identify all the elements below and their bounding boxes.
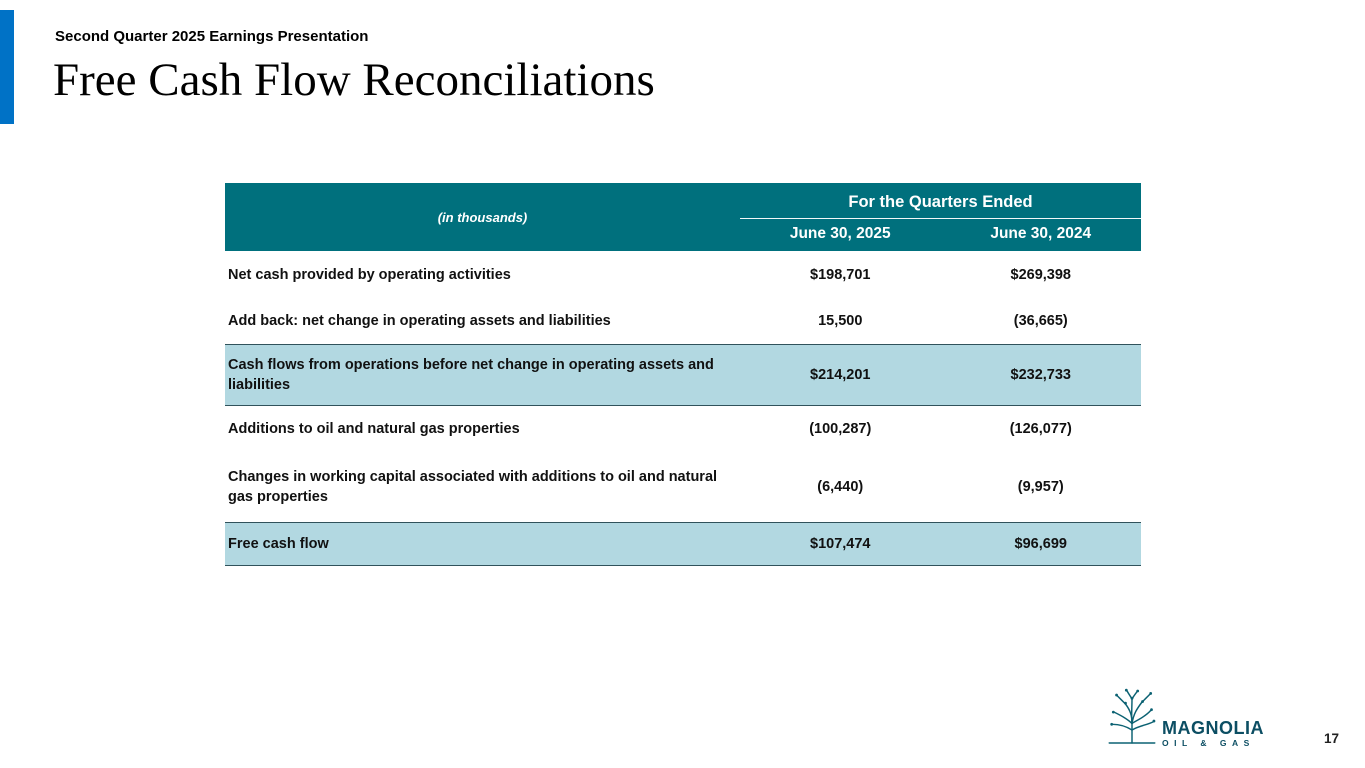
accent-bar (0, 10, 14, 124)
value-2024: $269,398 (1010, 266, 1071, 283)
value-2025: 15,500 (818, 313, 863, 329)
value-2024: (126,077) (1009, 421, 1072, 437)
tree-icon (1106, 686, 1158, 748)
row-label: Changes in working capital associated with additions to oil and natural gas properties (228, 469, 718, 505)
table-date-row (740, 219, 1141, 251)
page-title: Free Cash Flow Reconciliations (53, 54, 655, 106)
value-2024: (9,957) (1017, 479, 1064, 495)
value-2025: (100,287) (809, 421, 872, 437)
table-header (225, 183, 1141, 251)
free-cash-flow-table (225, 183, 1141, 566)
table-row (225, 251, 1141, 298)
row-label: Add back: net change in operating assets and liabilities (228, 313, 611, 329)
value-2025: $214,201 (810, 367, 871, 383)
table-row-total (225, 522, 1141, 566)
value-2024: $232,733 (1010, 367, 1071, 383)
page-number: 17 (1323, 731, 1339, 746)
value-2025: $107,474 (810, 536, 871, 552)
row-label: Net cash provided by operating activities (228, 266, 511, 283)
logo-name: MAGNOLIA (1162, 717, 1264, 738)
table-row (225, 298, 1141, 344)
row-label: Free cash flow (228, 536, 329, 552)
table-units-label: (in thousands) (437, 209, 528, 225)
logo-subtitle: OIL & GAS (1162, 737, 1255, 748)
magnolia-logo (1106, 686, 1264, 748)
presentation-subtitle: Second Quarter 2025 Earnings Presentation (55, 28, 369, 45)
table-row (225, 406, 1141, 452)
row-label: Additions to oil and natural gas properties (228, 421, 520, 437)
value-2024: $96,699 (1014, 536, 1067, 552)
column-header-june-30-2025: June 30, 2025 (789, 225, 891, 242)
table-row-subtotal (225, 344, 1141, 406)
row-label: Cash flows from operations before net change in operating assets and liabilities (228, 357, 714, 393)
table-group-header: For the Quarters Ended (740, 183, 1141, 219)
value-2025: (6,440) (817, 479, 864, 495)
column-header-june-30-2024: June 30, 2024 (990, 225, 1092, 242)
value-2025: $198,701 (810, 266, 871, 283)
logo-text (1162, 719, 1264, 748)
value-2024: (36,665) (1013, 313, 1068, 329)
table-header-right (740, 183, 1141, 251)
table-row (225, 452, 1141, 522)
